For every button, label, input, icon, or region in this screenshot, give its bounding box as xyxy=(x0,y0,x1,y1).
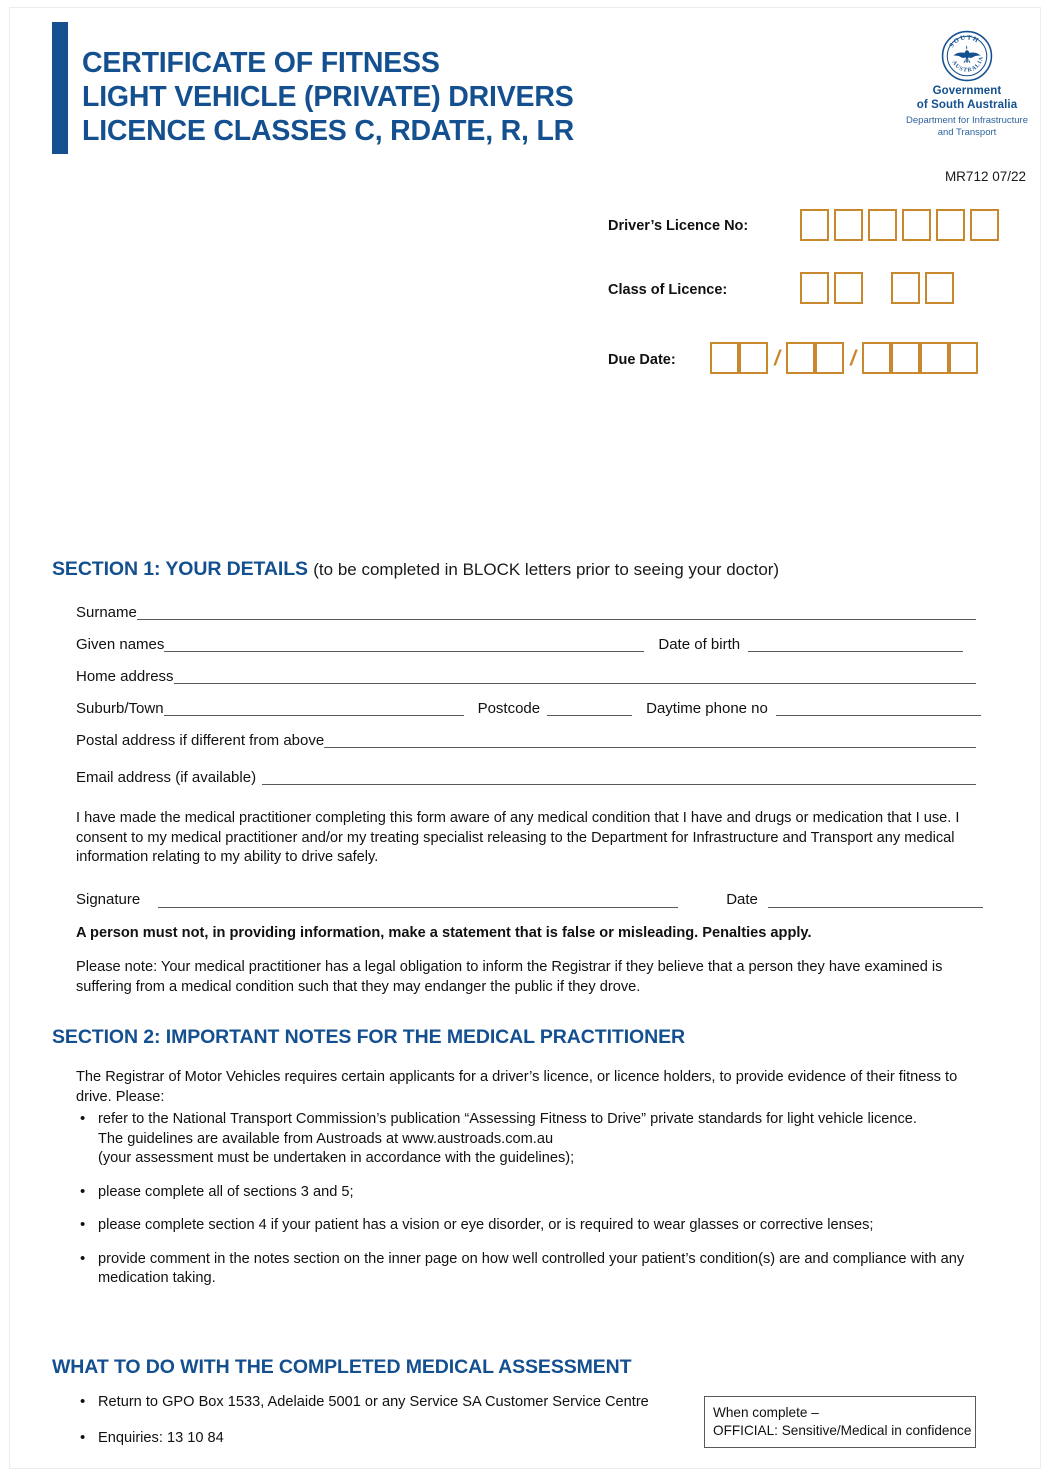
class-cell[interactable] xyxy=(800,272,829,304)
signature-date-input-line[interactable] xyxy=(768,894,983,908)
bullet-line-3: (your assessment must be undertaken in accordance with the guidelines); xyxy=(98,1150,575,1166)
header-accent-bar xyxy=(52,22,68,154)
bullet-line-1: please complete section 4 if your patient has a vision or eye disorder, or is required to wear glasses or corrective lenses; xyxy=(98,1217,874,1233)
field-postal-address[interactable] xyxy=(76,732,976,749)
daytime-phone-input-line[interactable] xyxy=(776,702,981,716)
due-date-boxes[interactable] xyxy=(710,342,978,374)
field-suburb-postcode-phone[interactable] xyxy=(76,700,976,717)
due-date-year-cell[interactable] xyxy=(949,342,978,374)
south-australia-seal-icon xyxy=(941,30,993,82)
document-title xyxy=(82,46,722,148)
date-of-birth-label: Date of birth xyxy=(658,636,741,653)
document-page xyxy=(10,8,1040,1468)
class-of-licence-row xyxy=(570,260,1030,316)
section-1-heading xyxy=(52,558,779,581)
given-names-input-line[interactable] xyxy=(164,638,644,652)
licence-digit-cell[interactable] xyxy=(834,209,863,241)
class-cell[interactable] xyxy=(891,272,920,304)
class-of-licence-label: Class of Licence: xyxy=(608,282,728,298)
title-line-3: LICENCE CLASSES C, RDATE, R, LR xyxy=(82,115,575,147)
department-line1: Department for Infrastructure xyxy=(906,115,1028,126)
section-1-title: SECTION 1: YOUR DETAILS xyxy=(52,558,308,580)
bullet-line-1: please complete all of sections 3 and 5; xyxy=(98,1183,354,1200)
government-name-line2: of South Australia xyxy=(916,98,1018,111)
bullet-line-1: provide comment in the notes section on the inner page on how well controlled your patient’s condition(s) are and compliance with any medication taking. xyxy=(98,1250,965,1286)
svg-text:AUSTRALIA: AUSTRALIA xyxy=(950,55,985,74)
form-code: MR712 07/22 xyxy=(944,169,1026,184)
title-line-1: CERTIFICATE OF FITNESS xyxy=(82,47,440,79)
daytime-phone-label: Daytime phone no xyxy=(646,700,768,717)
licence-digit-cell[interactable] xyxy=(936,209,965,241)
field-email-address[interactable] xyxy=(76,769,976,786)
email-address-label: Email address (if available) xyxy=(76,769,257,786)
home-address-input-line[interactable] xyxy=(174,670,976,684)
due-date-separator: / xyxy=(774,346,780,370)
department-line2: and Transport xyxy=(937,126,997,138)
government-logo xyxy=(894,30,1040,138)
signature-row[interactable] xyxy=(76,891,976,908)
due-date-year-cell[interactable] xyxy=(920,342,949,374)
postcode-input-line[interactable] xyxy=(547,702,632,716)
section-2-heading: SECTION 2: IMPORTANT NOTES FOR THE MEDICAL PRACTITIONER xyxy=(52,1026,685,1048)
list-item xyxy=(78,1183,978,1203)
bullet-line-2: The guidelines are available from Austroads at www.austroads.com.au xyxy=(98,1130,554,1147)
due-date-month-cell[interactable] xyxy=(815,342,844,374)
when-complete-line-1: When complete – xyxy=(713,1405,819,1420)
home-address-label: Home address xyxy=(76,668,174,685)
government-name-line1: Government xyxy=(932,85,1002,97)
when-complete-line-2: OFFICIAL: Sensitive/Medical in confidence xyxy=(713,1423,972,1438)
drivers-licence-label: Driver’s Licence No: xyxy=(608,218,749,234)
list-item xyxy=(78,1250,978,1289)
due-date-label: Due Date: xyxy=(608,352,676,368)
field-given-names-dob[interactable] xyxy=(76,636,976,653)
field-surname[interactable] xyxy=(76,604,976,621)
section-2-intro: The Registrar of Motor Vehicles requires certain applicants for a driver’s licence, or licence holders, to provide evidence of their fitness to drive. Please: xyxy=(76,1069,958,1105)
bullet-line-1: Return to GPO Box 1533, Adelaide 5001 or any Service SA Customer Service Centre xyxy=(98,1394,649,1410)
consent-paragraph: I have made the medical practitioner completing this form aware of any medical condition that I have and drugs or medication that I use. I consent to my medical practitioner and/or my treating specialist releasing to the Department for Infrastructure and Transport any medical information relating to my ability to drive safely. xyxy=(76,810,960,865)
signature-label: Signature xyxy=(76,891,141,908)
section-2-bullets xyxy=(78,1110,978,1303)
drivers-licence-boxes[interactable] xyxy=(800,209,999,241)
due-date-day-cell[interactable] xyxy=(739,342,768,374)
when-complete-box xyxy=(704,1396,976,1448)
class-of-licence-boxes[interactable] xyxy=(800,272,954,304)
due-date-separator: / xyxy=(850,346,856,370)
due-date-month-cell[interactable] xyxy=(786,342,815,374)
suburb-town-input-line[interactable] xyxy=(164,702,464,716)
class-cell[interactable] xyxy=(925,272,954,304)
class-cell[interactable] xyxy=(834,272,863,304)
licence-fields-group xyxy=(570,204,1030,372)
list-item xyxy=(78,1110,978,1169)
false-statement-warning: A person must not, in providing information, make a statement that is false or misleading. Penalties apply. xyxy=(76,925,812,941)
due-date-year-cell[interactable] xyxy=(862,342,891,374)
licence-digit-cell[interactable] xyxy=(800,209,829,241)
signature-date-label: Date xyxy=(726,891,758,908)
title-line-2: LIGHT VEHICLE (PRIVATE) DRIVERS xyxy=(82,81,574,113)
list-item xyxy=(78,1216,978,1236)
given-names-label: Given names xyxy=(76,636,165,653)
licence-digit-cell[interactable] xyxy=(970,209,999,241)
drivers-licence-row xyxy=(570,204,1030,260)
date-of-birth-input-line[interactable] xyxy=(748,638,963,652)
due-date-row xyxy=(570,316,1030,372)
licence-digit-cell[interactable] xyxy=(902,209,931,241)
postal-address-label: Postal address if different from above xyxy=(76,732,325,749)
bullet-line-1: refer to the National Transport Commission’s publication “Assessing Fitness to Drive” private standards for light vehicle licence. xyxy=(98,1111,917,1127)
section-1-subtitle: (to be completed in BLOCK letters prior to seeing your doctor) xyxy=(313,560,780,579)
surname-input-line[interactable] xyxy=(137,606,976,620)
field-home-address[interactable] xyxy=(76,668,976,685)
postal-address-input-line[interactable] xyxy=(324,734,976,748)
signature-input-line[interactable] xyxy=(158,894,678,908)
suburb-town-label: Suburb/Town xyxy=(76,700,164,717)
licence-digit-cell[interactable] xyxy=(868,209,897,241)
due-date-day-cell[interactable] xyxy=(710,342,739,374)
surname-label: Surname xyxy=(76,604,137,621)
svg-text:SOUTH: SOUTH xyxy=(948,34,981,50)
bullet-line-1: Enquiries: 13 10 84 xyxy=(98,1429,224,1446)
postcode-label: Postcode xyxy=(477,700,541,717)
email-address-input-line[interactable] xyxy=(262,771,976,785)
what-to-do-heading: WHAT TO DO WITH THE COMPLETED MEDICAL ASSESSMENT xyxy=(52,1356,632,1378)
please-note-paragraph: Please note: Your medical practitioner has a legal obligation to inform the Registrar if they believe that a person they have examined is suffering from a medical condition such that they may endanger the public if they drove. xyxy=(76,959,943,995)
due-date-year-cell[interactable] xyxy=(891,342,920,374)
